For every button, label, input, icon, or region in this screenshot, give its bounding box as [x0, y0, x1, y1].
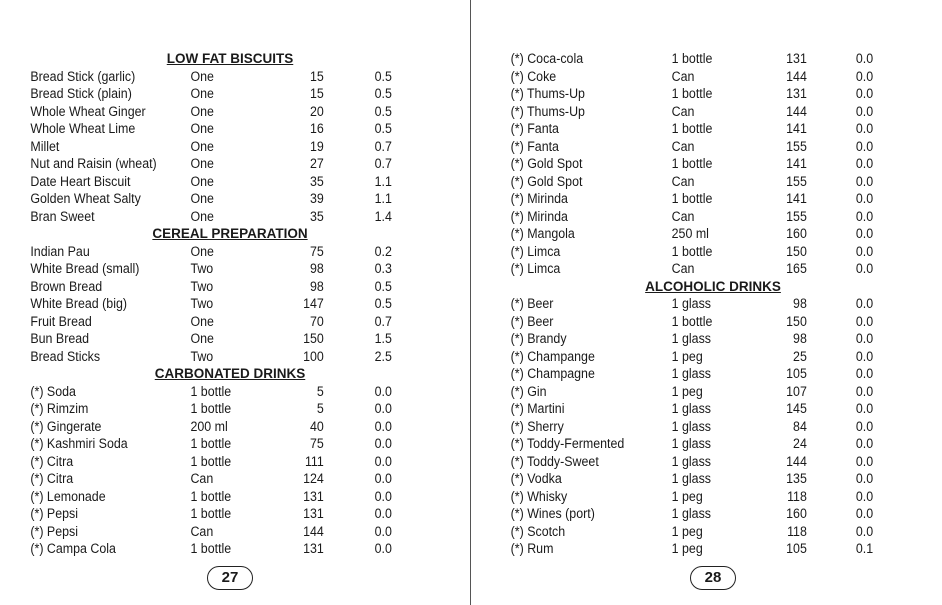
calories-cell: 131 [303, 506, 324, 521]
quantity-cell: 1 glass [671, 418, 711, 434]
food-name-cell: (*) Champange [510, 348, 595, 364]
quantity-cell: Two [190, 348, 214, 364]
fat-cell: 0.0 [855, 383, 874, 399]
calories-cell: 15 [310, 68, 324, 84]
calories-cell: 16 [310, 121, 324, 136]
table-row [472, 103, 904, 121]
calories-cell: 5 [316, 401, 324, 416]
calories-cell: 131 [786, 51, 807, 66]
food-name-cell: (*) Martini [510, 401, 565, 416]
quantity-cell: One [190, 243, 214, 259]
calories-cell: 20 [310, 103, 324, 119]
table-row [472, 225, 904, 243]
quantity-cell: 200 ml [190, 418, 228, 434]
table-row [472, 505, 904, 523]
fat-cell: 1.4 [374, 208, 392, 224]
fat-cell: 0.0 [855, 313, 874, 329]
quantity-cell: 1 glass [671, 453, 711, 469]
calories-cell: 35 [310, 208, 324, 224]
food-name-cell: (*) Limca [510, 243, 561, 259]
quantity-cell: 1 glass [671, 296, 711, 311]
table-row [0, 138, 433, 156]
calories-cell: 98 [310, 261, 324, 276]
calories-cell: 147 [303, 296, 324, 311]
quantity-cell: 1 glass [671, 436, 711, 451]
table-row [472, 488, 904, 506]
fat-cell: 0.0 [374, 436, 392, 451]
calories-cell: 98 [310, 278, 324, 294]
food-name-cell: (*) Whisky [510, 488, 568, 504]
section-heading: ALCOHOLIC DRINKS [645, 278, 781, 294]
food-name-cell: (*) Sherry [510, 418, 564, 434]
food-name-cell: (*) Brandy [510, 331, 567, 346]
calories-cell: 27 [310, 156, 324, 171]
quantity-cell: 1 bottle [190, 506, 232, 521]
fat-cell: 0.0 [855, 436, 874, 451]
calories-cell: 35 [310, 173, 324, 189]
food-name-cell: (*) Fanta [510, 121, 559, 136]
food-name-cell: (*) Vodka [510, 471, 562, 486]
food-name-cell: (*) Soda [30, 383, 76, 399]
table-row [472, 260, 904, 278]
calories-cell: 155 [786, 173, 807, 189]
quantity-cell: 1 glass [671, 506, 711, 521]
fat-cell: 0.0 [855, 156, 874, 171]
fat-cell: 0.0 [855, 471, 874, 486]
calories-cell: 155 [786, 138, 807, 154]
calories-cell: 160 [786, 506, 807, 521]
food-name-cell: Golden Wheat Salty [30, 191, 141, 206]
fat-cell: 0.0 [855, 191, 874, 206]
food-name-cell: (*) Toddy-Fermented [510, 436, 625, 451]
fat-cell: 0.0 [855, 173, 874, 189]
food-name-cell: (*) Champagne [510, 366, 595, 381]
fat-cell: 0.0 [855, 121, 874, 136]
food-name-cell: Bread Sticks [30, 348, 101, 364]
fat-cell: 0.0 [855, 523, 874, 539]
fat-cell: 0.0 [374, 401, 392, 416]
quantity-cell: 1 glass [671, 471, 711, 486]
calories-cell: 98 [793, 331, 807, 346]
table-row [0, 435, 433, 453]
food-name-cell: (*) Pepsi [30, 506, 78, 521]
calories-cell: 141 [786, 156, 807, 171]
quantity-cell: 1 bottle [671, 156, 713, 171]
table-row [472, 155, 904, 173]
table-row [472, 85, 904, 103]
quantity-cell: One [190, 121, 214, 136]
fat-cell: 0.0 [855, 418, 874, 434]
calories-cell: 124 [303, 471, 324, 486]
food-name-cell: (*) Beer [510, 296, 554, 311]
food-name-cell: (*) Rimzim [30, 401, 89, 416]
quantity-cell: One [190, 173, 214, 189]
table-row [0, 505, 433, 523]
food-name-cell: White Bread (small) [30, 261, 140, 276]
food-name-cell: Bun Bread [30, 331, 90, 346]
fat-cell: 2.5 [374, 348, 392, 364]
table-row [472, 120, 904, 138]
quantity-cell: Can [671, 208, 695, 224]
table-row [0, 260, 433, 278]
quantity-cell: One [190, 156, 214, 171]
calories-cell: 155 [786, 208, 807, 224]
food-name-cell: Whole Wheat Ginger [30, 103, 146, 119]
food-name-cell: Bread Stick (plain) [30, 86, 132, 101]
food-name-cell: (*) Gin [510, 383, 547, 399]
fat-cell: 0.0 [374, 541, 392, 556]
page-number-right: 28 [690, 566, 736, 590]
food-name-cell: (*) Thums-Up [510, 86, 585, 101]
calories-cell: 141 [786, 191, 807, 206]
fat-cell: 1.5 [374, 331, 392, 346]
fat-cell: 0.0 [855, 86, 874, 101]
food-name-cell: (*) Limca [510, 261, 561, 276]
food-name-cell: (*) Wines (port) [510, 506, 595, 521]
table-row [472, 68, 904, 86]
food-name-cell: (*) Lemonade [30, 488, 106, 504]
fat-cell: 0.0 [374, 488, 392, 504]
calories-cell: 39 [310, 191, 324, 206]
table-row [0, 488, 433, 506]
fat-cell: 0.0 [374, 418, 392, 434]
table-row [0, 85, 433, 103]
quantity-cell: 1 bottle [190, 541, 232, 556]
calories-cell: 160 [786, 226, 807, 241]
quantity-cell: 1 peg [671, 348, 703, 364]
table-row [0, 278, 433, 296]
quantity-cell: 1 glass [671, 401, 711, 416]
table-row [0, 523, 433, 541]
quantity-cell: Two [190, 278, 214, 294]
quantity-cell: 250 ml [671, 226, 709, 241]
table-row [472, 435, 904, 453]
calories-cell: 98 [793, 296, 807, 311]
food-name-cell: (*) Beer [510, 313, 554, 329]
table-row [0, 400, 433, 418]
table-row [472, 365, 904, 383]
fat-cell: 0.0 [855, 51, 874, 66]
table-row [472, 50, 904, 68]
food-name-cell: Nut and Raisin (wheat) [30, 156, 157, 171]
quantity-cell: 1 glass [671, 331, 711, 346]
calories-cell: 40 [310, 418, 324, 434]
calories-cell: 5 [316, 383, 324, 399]
quantity-cell: 1 peg [671, 383, 703, 399]
quantity-cell: One [190, 313, 214, 329]
calories-cell: 25 [793, 348, 807, 364]
table-row [472, 400, 904, 418]
calories-cell: 165 [786, 261, 807, 276]
fat-cell: 0.5 [374, 68, 392, 84]
food-name-cell: (*) Citra [30, 471, 74, 486]
right-page [472, 0, 942, 605]
right-page-table [472, 50, 942, 558]
fat-cell: 0.0 [855, 506, 874, 521]
calories-cell: 135 [786, 471, 807, 486]
food-name-cell: (*) Citra [30, 453, 74, 469]
food-name-cell: (*) Coke [510, 68, 557, 84]
food-name-cell: (*) Mangola [510, 226, 575, 241]
food-name-cell: (*) Fanta [510, 138, 559, 154]
food-name-cell: Brown Bread [30, 278, 103, 294]
food-name-cell: White Bread (big) [30, 296, 128, 311]
quantity-cell: 1 peg [671, 541, 703, 556]
calories-cell: 118 [787, 523, 807, 539]
table-row [0, 330, 433, 348]
quantity-cell: 1 bottle [671, 86, 713, 101]
calories-cell: 15 [310, 86, 324, 101]
quantity-cell: 1 glass [671, 366, 711, 381]
food-name-cell: (*) Campa Cola [30, 541, 116, 556]
fat-cell: 0.0 [855, 453, 874, 469]
fat-cell: 0.7 [374, 138, 392, 154]
quantity-cell: One [190, 331, 214, 346]
table-row [472, 383, 904, 401]
fat-cell: 0.0 [855, 366, 874, 381]
table-row [472, 173, 904, 191]
table-row [0, 348, 433, 366]
fat-cell: 0.0 [374, 523, 392, 539]
table-row [472, 523, 904, 541]
fat-cell: 1.1 [374, 173, 392, 189]
fat-cell: 0.5 [374, 121, 392, 136]
table-row [0, 208, 433, 226]
calories-cell: 144 [786, 68, 807, 84]
fat-cell: 0.0 [374, 383, 392, 399]
fat-cell: 0.7 [374, 156, 392, 171]
calories-cell: 150 [786, 243, 807, 259]
calories-cell: 70 [310, 313, 324, 329]
quantity-cell: One [190, 86, 214, 101]
food-name-cell: Indian Pau [30, 243, 90, 259]
table-row [0, 313, 433, 331]
fat-cell: 0.5 [374, 103, 392, 119]
quantity-cell: One [190, 68, 214, 84]
quantity-cell: Two [190, 261, 214, 276]
quantity-cell: 1 bottle [671, 51, 713, 66]
fat-cell: 0.0 [855, 261, 874, 276]
table-row [472, 540, 904, 558]
table-row [0, 418, 433, 436]
fat-cell: 0.5 [374, 278, 392, 294]
food-name-cell: Fruit Bread [30, 313, 92, 329]
quantity-cell: Can [190, 523, 214, 539]
section-heading: CEREAL PREPARATION [152, 226, 308, 241]
food-name-cell: Date Heart Biscuit [30, 173, 131, 189]
calories-cell: 19 [310, 138, 324, 154]
table-row [0, 155, 433, 173]
table-row [0, 120, 433, 138]
table-row [0, 190, 433, 208]
fat-cell: 0.0 [374, 471, 392, 486]
quantity-cell: Can [190, 471, 214, 486]
fat-cell: 0.3 [374, 261, 392, 276]
table-row [472, 243, 904, 261]
quantity-cell: 1 bottle [190, 383, 232, 399]
table-row [472, 190, 904, 208]
calories-cell: 75 [310, 243, 324, 259]
page-gutter-divider [470, 0, 471, 605]
fat-cell: 0.0 [855, 488, 874, 504]
calories-cell: 131 [303, 541, 324, 556]
fat-cell: 0.0 [855, 296, 874, 311]
calories-cell: 118 [787, 488, 807, 504]
quantity-cell: One [190, 103, 214, 119]
table-row [0, 453, 433, 471]
quantity-cell: One [190, 138, 214, 154]
food-name-cell: (*) Coca-cola [510, 51, 584, 66]
table-row [472, 138, 904, 156]
fat-cell: 0.0 [855, 401, 874, 416]
fat-cell: 0.0 [855, 226, 874, 241]
table-row [472, 470, 904, 488]
fat-cell: 0.0 [855, 138, 874, 154]
quantity-cell: 1 bottle [671, 121, 713, 136]
table-row [0, 540, 433, 558]
calories-cell: 144 [786, 453, 807, 469]
food-name-cell: Bread Stick (garlic) [30, 68, 136, 84]
quantity-cell: Can [671, 173, 695, 189]
food-name-cell: (*) Pepsi [30, 523, 78, 539]
calories-cell: 107 [786, 383, 807, 399]
table-row [0, 173, 433, 191]
quantity-cell: 1 bottle [671, 243, 713, 259]
calories-cell: 144 [786, 103, 807, 119]
quantity-cell: Can [671, 103, 695, 119]
calories-cell: 100 [303, 348, 324, 364]
food-name-cell: (*) Gingerate [30, 418, 102, 434]
quantity-cell: 1 bottle [671, 191, 713, 206]
table-row [0, 383, 433, 401]
section-heading: LOW FAT BISCUITS [166, 51, 294, 66]
fat-cell: 0.0 [855, 208, 874, 224]
fat-cell: 0.0 [374, 506, 392, 521]
food-name-cell: Millet [30, 138, 60, 154]
food-name-cell: (*) Toddy-Sweet [510, 453, 599, 469]
fat-cell: 0.0 [855, 68, 874, 84]
quantity-cell: One [190, 191, 214, 206]
food-name-cell: (*) Mirinda [510, 208, 568, 224]
food-name-cell: (*) Thums-Up [510, 103, 585, 119]
food-name-cell: (*) Gold Spot [510, 173, 583, 189]
table-row [0, 243, 433, 261]
quantity-cell: 1 bottle [190, 488, 232, 504]
calories-cell: 24 [793, 436, 807, 451]
calories-cell: 131 [786, 86, 807, 101]
fat-cell: 0.0 [855, 348, 874, 364]
food-name-cell: (*) Rum [510, 541, 554, 556]
food-name-cell: Whole Wheat Lime [30, 121, 136, 136]
calories-cell: 150 [303, 331, 324, 346]
fat-cell: 0.1 [855, 541, 874, 556]
table-row [0, 68, 433, 86]
quantity-cell: 1 bottle [190, 453, 232, 469]
section-heading: CARBONATED DRINKS [154, 366, 306, 381]
table-row [472, 330, 904, 348]
fat-cell: 0.7 [374, 313, 392, 329]
table-row [472, 295, 904, 313]
fat-cell: 0.0 [374, 453, 392, 469]
table-row [472, 453, 904, 471]
calories-cell: 144 [303, 523, 324, 539]
calories-cell: 141 [786, 121, 807, 136]
calories-cell: 145 [786, 401, 807, 416]
quantity-cell: Two [190, 296, 214, 311]
calories-cell: 150 [786, 313, 807, 329]
quantity-cell: One [190, 208, 214, 224]
calories-cell: 84 [793, 418, 807, 434]
calories-cell: 111 [304, 453, 324, 469]
quantity-cell: 1 bottle [190, 436, 232, 451]
quantity-cell: Can [671, 68, 695, 84]
table-row [472, 348, 904, 366]
table-row [0, 470, 433, 488]
quantity-cell: 1 bottle [671, 313, 713, 329]
quantity-cell: Can [671, 138, 695, 154]
food-name-cell: (*) Kashmiri Soda [30, 436, 128, 451]
calories-cell: 131 [303, 488, 324, 504]
quantity-cell: 1 peg [671, 488, 703, 504]
fat-cell: 0.5 [374, 296, 392, 311]
quantity-cell: 1 bottle [190, 401, 232, 416]
quantity-cell: Can [671, 261, 695, 276]
fat-cell: 0.0 [855, 331, 874, 346]
fat-cell: 1.1 [374, 191, 392, 206]
calories-cell: 105 [786, 541, 807, 556]
fat-cell: 0.0 [855, 103, 874, 119]
fat-cell: 0.2 [374, 243, 392, 259]
calories-cell: 105 [786, 366, 807, 381]
table-row [0, 295, 433, 313]
table-row [0, 103, 433, 121]
food-name-cell: (*) Scotch [510, 523, 566, 539]
table-row [472, 313, 904, 331]
left-page-table [0, 50, 471, 558]
quantity-cell: 1 peg [671, 523, 703, 539]
calories-cell: 75 [310, 436, 324, 451]
table-row [472, 208, 904, 226]
fat-cell: 0.5 [374, 86, 392, 101]
food-name-cell: Bran Sweet [30, 208, 95, 224]
food-name-cell: (*) Gold Spot [510, 156, 583, 171]
food-name-cell: (*) Mirinda [510, 191, 568, 206]
page-number-left: 27 [207, 566, 253, 590]
table-row [472, 418, 904, 436]
fat-cell: 0.0 [855, 243, 874, 259]
